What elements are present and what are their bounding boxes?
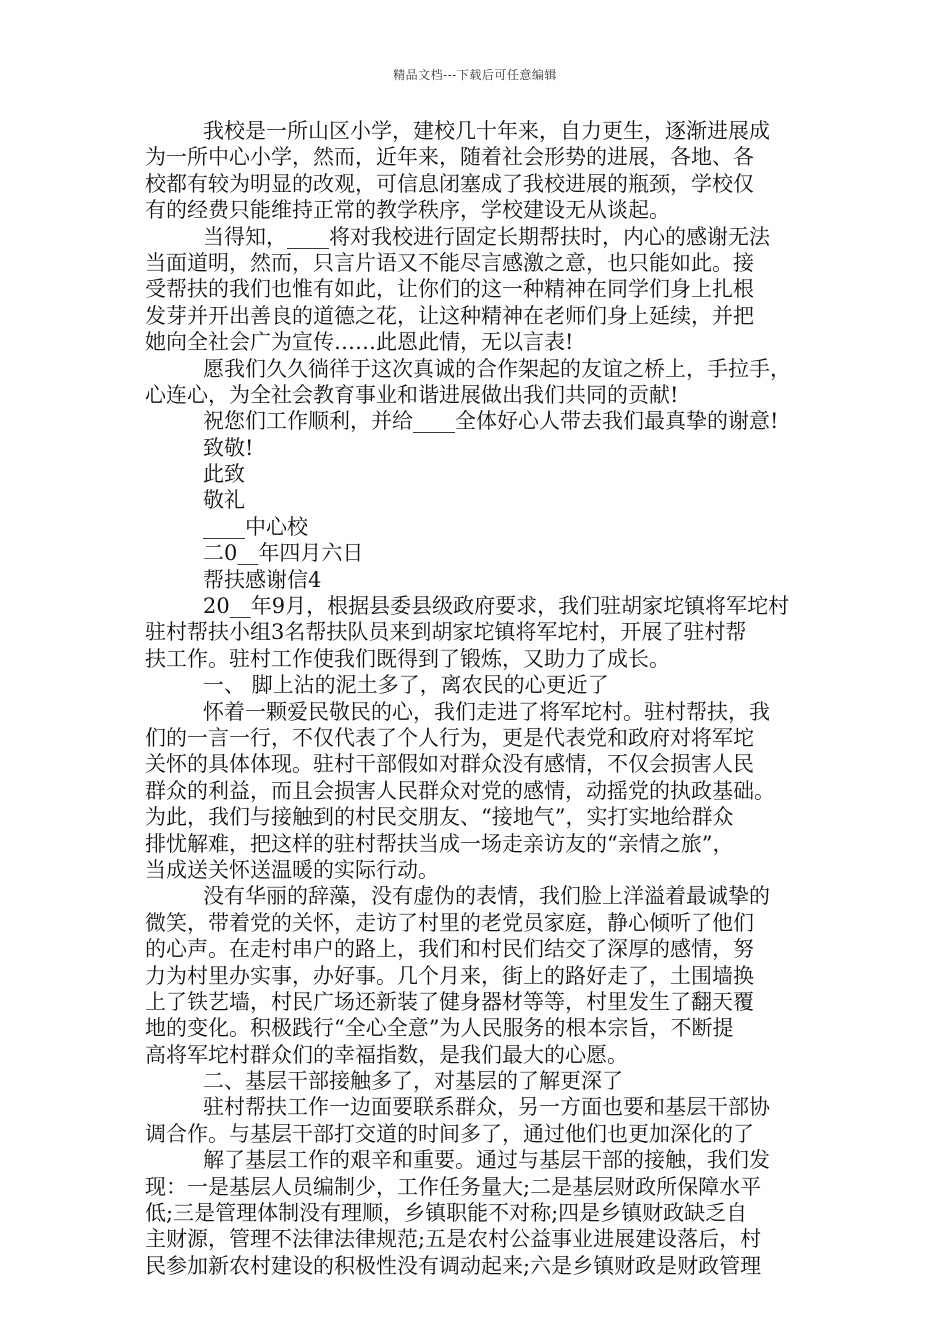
text-line: 地的变化。积极践行“全心全意”为人民服务的根本宗旨，不断提 xyxy=(145,1016,734,1041)
text-line: 力为村里办实事，办好事。几个月来，街上的路好走了，土围墙换 xyxy=(145,963,754,988)
page-header: 精品文档---下载后可任意编辑 xyxy=(393,68,557,82)
document-body xyxy=(145,118,815,1279)
text-line: 20__年9月，根据县委县级政府要求，我们驻胡家坨镇将军坨村 xyxy=(203,594,790,619)
text-line: 敬礼 xyxy=(203,488,245,513)
text-line: 驻村帮扶小组3名帮扶队员来到胡家坨镇将军坨村，开展了驻村帮 xyxy=(145,620,747,645)
text-line: 怀着一颗爱民敬民的心，我们走进了将军坨村。驻村帮扶，我 xyxy=(203,699,770,724)
text-line: 二0__年四月六日 xyxy=(203,541,364,566)
text-line: 心连心，为全社会教育事业和谐进展做出我们共同的贡献! xyxy=(145,382,679,407)
text-line: 一、 脚上沾的泥土多了，离农民的心更近了 xyxy=(203,673,609,698)
text-line: ____中心校 xyxy=(203,514,308,539)
text-line: 致敬! xyxy=(203,435,254,460)
text-line: 扶工作。驻村工作使我们既得到了锻炼，又助力了成长。 xyxy=(145,646,670,671)
text-line: 解了基层工作的艰辛和重要。通过与基层干部的接触，我们发 xyxy=(203,1148,770,1173)
text-line: 们的一言一行，不仅代表了个人行为，更是代表党和政府对将军坨 xyxy=(145,725,754,750)
text-line: 当面道明，然而，只言片语又不能尽言感激之意，也只能如此。接 xyxy=(145,250,754,275)
text-line: 主财源，管理不法律法律规范;五是农村公益事业进展建设落后，村 xyxy=(145,1227,762,1252)
text-line: 排忧解难，把这样的驻村帮扶当成一场走亲访友的“亲情之旅”， xyxy=(145,831,734,856)
text-line: 我校是一所山区小学，建校几十年来，自力更生，逐渐进展成 xyxy=(203,119,770,143)
text-line: 校都有较为明显的改观，可信息闭塞成了我校进展的瓶颈，学校仅 xyxy=(145,171,754,196)
text-line: 她向全社会广为宣传……此恩此情，无以言表! xyxy=(145,330,574,355)
text-line: 此致 xyxy=(203,462,245,487)
text-line: 驻村帮扶工作一边面要联系群众，另一方面也要和基层干部协 xyxy=(203,1095,770,1120)
text-line: 愿我们久久徜徉于这次真诚的合作架起的友谊之桥上，手拉手， xyxy=(203,356,791,381)
text-line: 当得知，____将对我校进行固定长期帮扶时，内心的感谢无法 xyxy=(203,224,770,249)
text-line: 为一所中心小学，然而，近年来，随着社会形势的进展，各地、各 xyxy=(145,145,754,170)
text-line: 调合作。与基层干部打交道的时间多了，通过他们也更加深化的了 xyxy=(145,1121,754,1146)
text-line: 高将军坨村群众们的幸福指数，是我们最大的心愿。 xyxy=(145,1042,628,1067)
text-line: 低;三是管理体制没有理顺，乡镇职能不对称;四是乡镇财政缺乏自 xyxy=(145,1201,748,1226)
text-line: 关怀的具体体现。驻村干部假如对群众没有感情，不仅会损害人民 xyxy=(145,752,754,777)
text-line: 群众的利益，而且会损害人民群众对党的感情，动摇党的执政基础。 xyxy=(145,778,775,803)
text-line: 发芽并开出善良的道德之花，让这种精神在老师们身上延续，并把 xyxy=(145,303,754,328)
text-line: 当成送关怀送温暖的实际行动。 xyxy=(145,857,439,882)
text-line: 的心声。在走村串户的路上，我们和村民们结交了深厚的感情，努 xyxy=(145,937,754,962)
text-line: 有的经费只能维持正常的教学秩序，学校建设无从谈起。 xyxy=(145,198,670,223)
text-line: 受帮扶的我们也惟有如此，让你们的这一种精神在同学们身上扎根 xyxy=(145,277,754,302)
text-line: 帮扶感谢信4 xyxy=(203,567,322,592)
text-line: 二、基层干部接触多了，对基层的了解更深了 xyxy=(203,1069,623,1094)
text-line: 为此，我们与接触到的村民交朋友、“接地气”，实打实地给群众 xyxy=(145,805,734,830)
text-line: 没有华丽的辞藻，没有虚伪的表情，我们脸上洋溢着最诚挚的 xyxy=(203,884,770,909)
text-line: 祝您们工作顺利，并给____全体好心人带去我们最真挚的谢意! xyxy=(203,409,779,434)
text-line: 微笑，带着党的关怀，走访了村里的老党员家庭，静心倾听了他们 xyxy=(145,910,754,935)
text-line: 上了铁艺墙，村民广场还新装了健身器材等等，村里发生了翻天覆 xyxy=(145,989,754,1014)
text-line: 现：一是基层人员编制少，工作任务量大;二是基层财政所保障水平 xyxy=(145,1174,762,1199)
text-line: 民参加新农村建设的积极性没有调动起来;六是乡镇财政是财政管理 xyxy=(145,1253,762,1278)
